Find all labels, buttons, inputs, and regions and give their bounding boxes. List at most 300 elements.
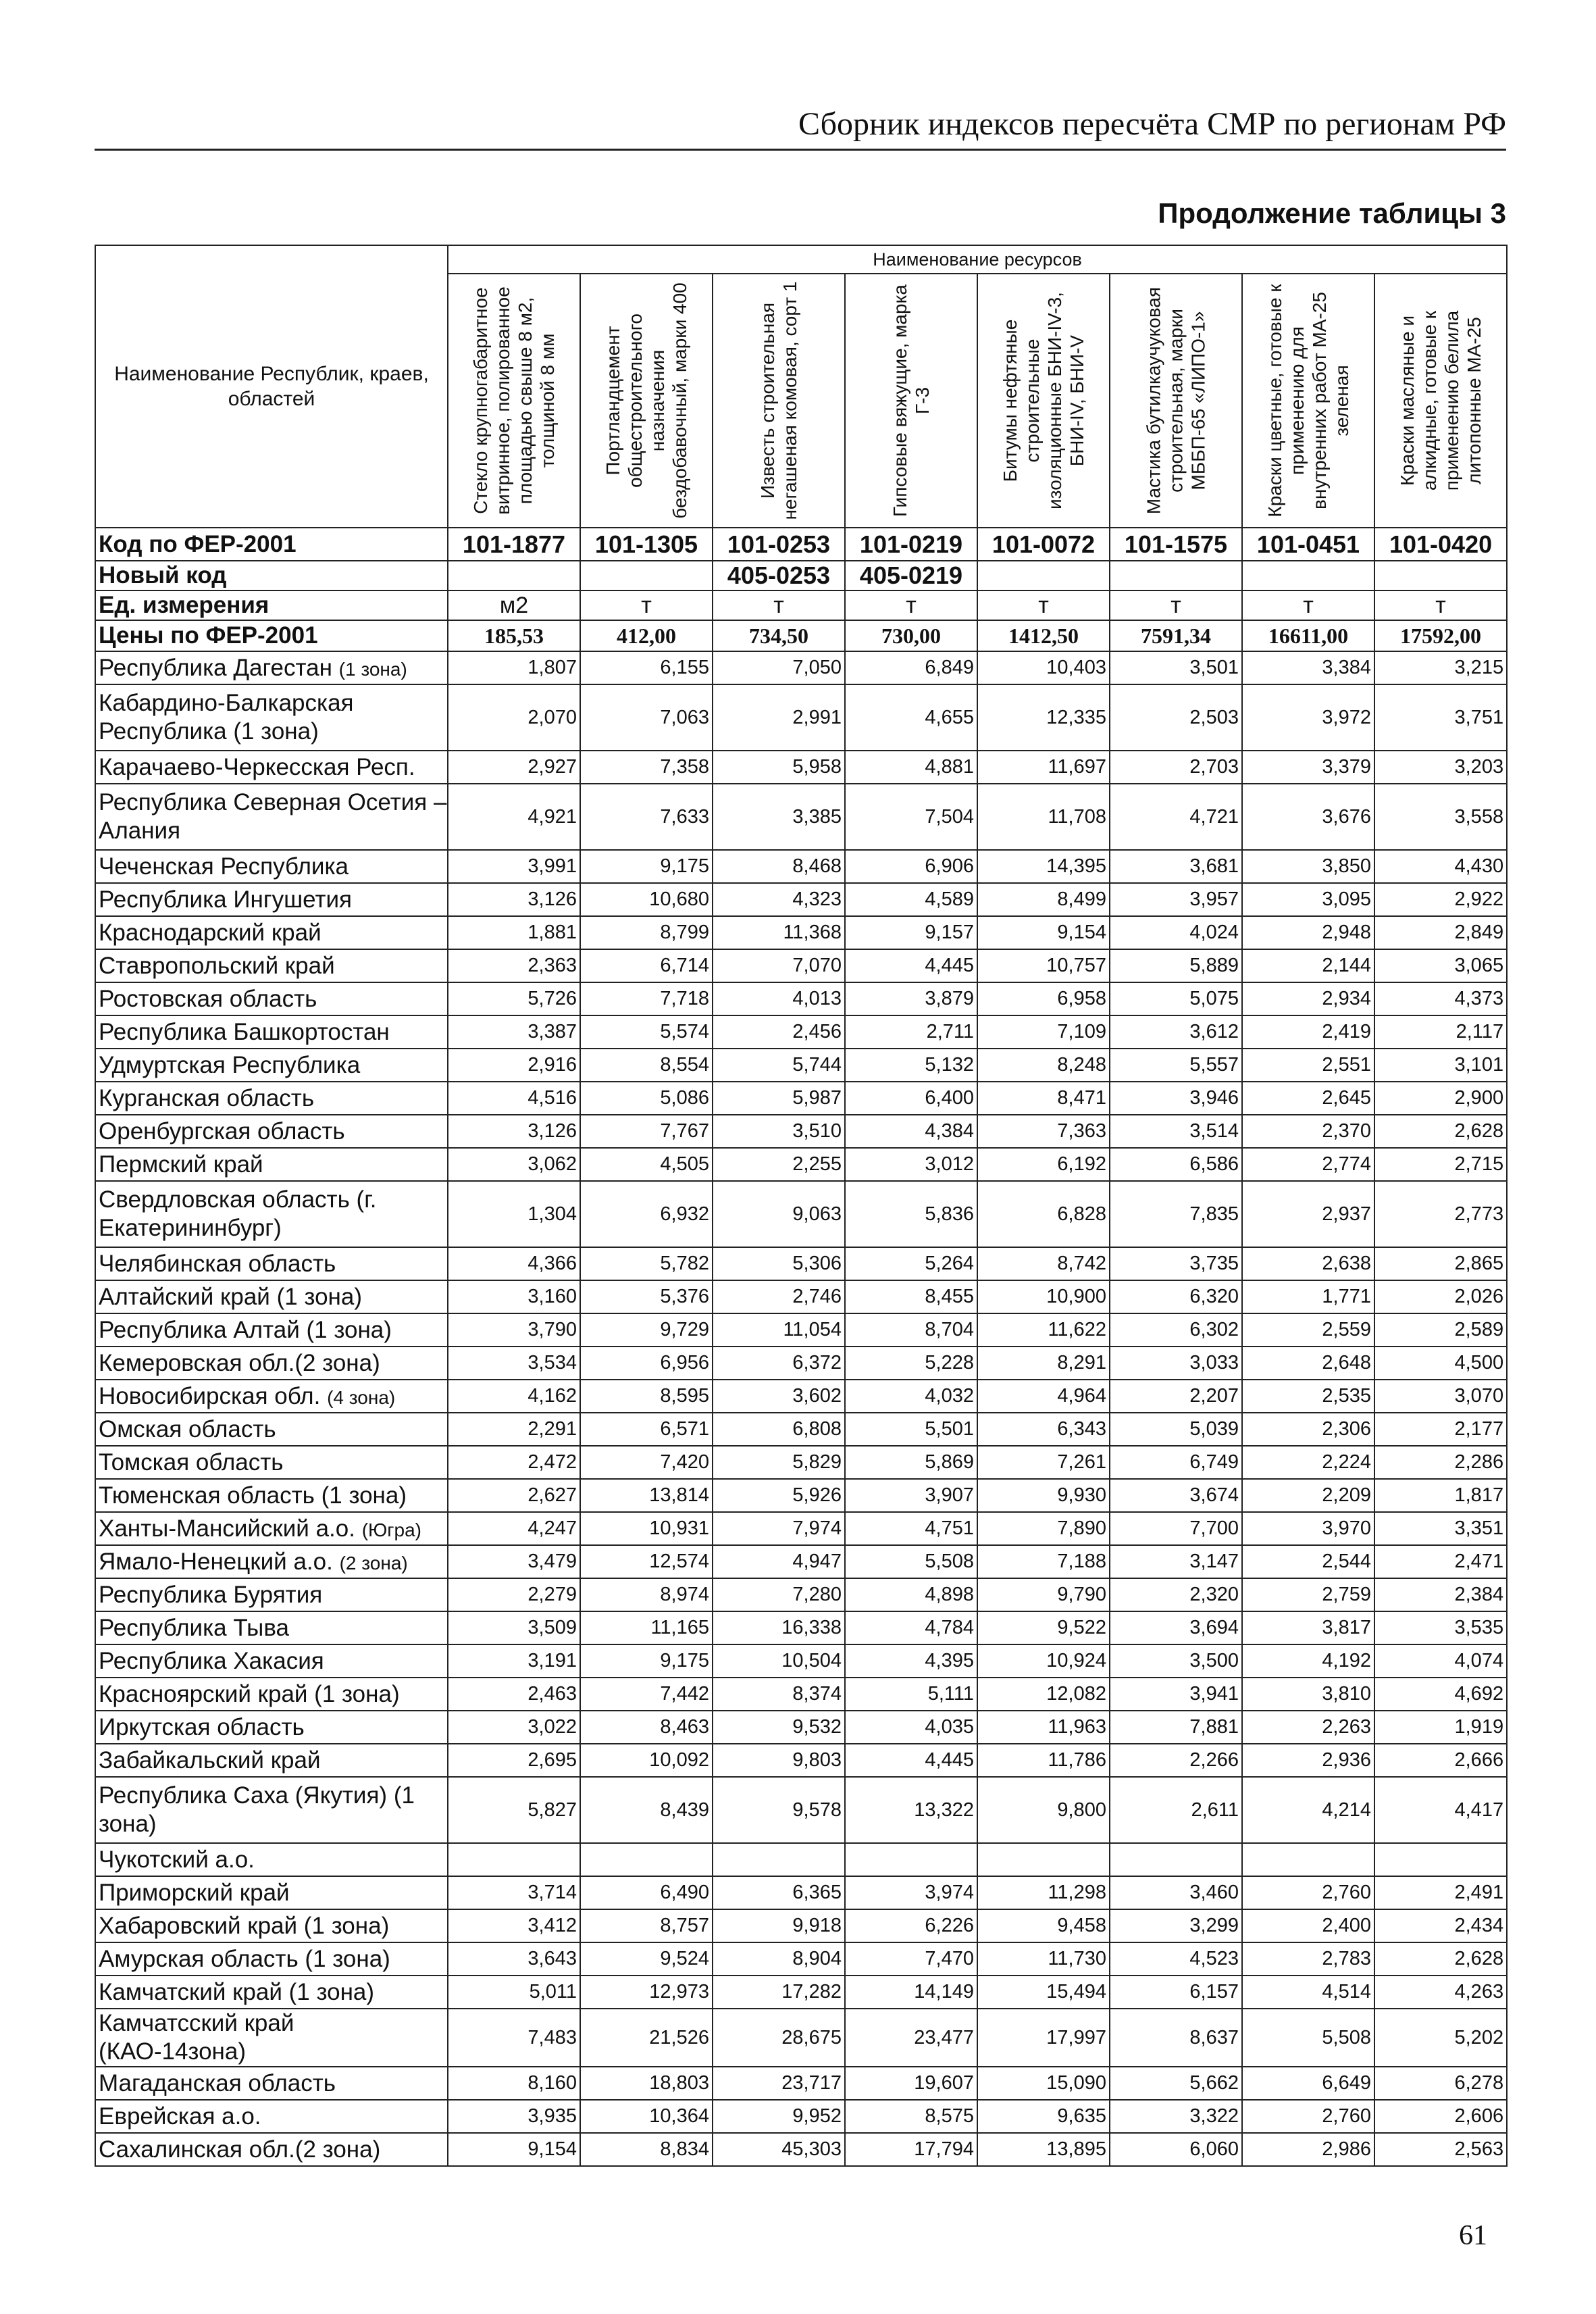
index-value: 1,919	[1374, 1711, 1507, 1744]
region-label: Еврейская а.о.	[99, 2103, 261, 2130]
table-row	[95, 1148, 1507, 1181]
index-value: 5,744	[713, 1049, 845, 1082]
index-value: 1,771	[1242, 1280, 1374, 1313]
fer-code-label: Код по ФЕР-2001	[95, 528, 448, 561]
index-value: 7,188	[977, 1545, 1110, 1578]
table-row	[95, 1446, 1507, 1479]
header-row	[95, 245, 1507, 274]
table-row	[95, 1777, 1507, 1843]
index-value: 13,322	[845, 1777, 977, 1843]
index-value: 2,934	[1242, 982, 1374, 1015]
index-value: 4,013	[713, 982, 845, 1015]
index-value: 6,714	[580, 949, 713, 982]
index-value: 18,803	[580, 2067, 713, 2100]
index-value: 3,095	[1242, 883, 1374, 916]
region-name	[95, 1115, 448, 1148]
fer-price: 185,53	[448, 620, 580, 651]
table-row	[95, 1611, 1507, 1644]
index-value: 6,365	[713, 1876, 845, 1909]
index-value: 5,039	[1110, 1413, 1242, 1446]
index-value: 8,575	[845, 2100, 977, 2133]
regional-index-table	[95, 245, 1508, 2167]
index-value: 9,918	[713, 1909, 845, 1942]
index-value: 10,403	[977, 651, 1110, 684]
index-value: 4,505	[580, 1148, 713, 1181]
region-name	[95, 1082, 448, 1115]
region-name	[95, 2067, 448, 2100]
index-value: 2,865	[1374, 1247, 1507, 1280]
index-value: 4,589	[845, 883, 977, 916]
index-value: 5,726	[448, 982, 580, 1015]
index-value: 7,109	[977, 1015, 1110, 1049]
index-value: 5,228	[845, 1347, 977, 1380]
region-label: Камчатсский край (КАО-14зона)	[99, 2010, 294, 2065]
region-name	[95, 1446, 448, 1479]
index-value: 10,680	[580, 883, 713, 916]
index-value: 12,574	[580, 1545, 713, 1578]
index-value: 4,751	[845, 1512, 977, 1545]
index-value: 7,890	[977, 1512, 1110, 1545]
index-value: 4,445	[845, 1744, 977, 1777]
region-name	[95, 2133, 448, 2166]
index-value: 2,384	[1374, 1578, 1507, 1611]
index-value: 6,490	[580, 1876, 713, 1909]
index-value: 13,814	[580, 1479, 713, 1512]
index-value: 2,991	[713, 684, 845, 751]
index-value: 3,322	[1110, 2100, 1242, 2133]
table-row	[95, 949, 1507, 982]
index-value: 11,963	[977, 1711, 1110, 1744]
index-value: 4,395	[845, 1644, 977, 1678]
collection-title: Сборник индексов пересчёта СМР по регионам РФ	[798, 106, 1506, 142]
index-value: 8,463	[580, 1711, 713, 1744]
index-value: 3,384	[1242, 651, 1374, 684]
index-value: 2,434	[1374, 1909, 1507, 1942]
index-value: 3,535	[1374, 1611, 1507, 1644]
new-code	[977, 561, 1110, 590]
new-code-row	[95, 561, 1507, 590]
index-value: 5,958	[713, 751, 845, 784]
new-code-label: Новый код	[95, 561, 448, 590]
index-value: 8,799	[580, 916, 713, 949]
index-value: 8,834	[580, 2133, 713, 2166]
index-value: 3,935	[448, 2100, 580, 2133]
index-value: 5,075	[1110, 982, 1242, 1015]
unit-of-measure: м2	[448, 590, 580, 620]
index-value: 17,282	[713, 1976, 845, 2009]
index-value: 8,595	[580, 1380, 713, 1413]
new-code	[580, 561, 713, 590]
index-value: 4,366	[448, 1247, 580, 1280]
index-value: 12,082	[977, 1678, 1110, 1711]
region-name	[95, 1644, 448, 1678]
region-name	[95, 1545, 448, 1578]
resources-group-header: Наименование ресурсов	[448, 245, 1507, 274]
index-value: 6,155	[580, 651, 713, 684]
region-name	[95, 1413, 448, 1446]
region-name	[95, 1876, 448, 1909]
index-value: 12,973	[580, 1976, 713, 2009]
resource-column-header	[977, 274, 1110, 528]
index-value: 4,032	[845, 1380, 977, 1413]
table-row	[95, 2100, 1507, 2133]
index-value: 3,160	[448, 1280, 580, 1313]
resource-name: Портландцемент общестроительного назначения бездобавочный, марки 400	[602, 282, 691, 519]
region-label: Приморский край	[99, 1879, 290, 1906]
table-row	[95, 1082, 1507, 1115]
index-value: 10,900	[977, 1280, 1110, 1313]
region-name	[95, 1380, 448, 1413]
region-label: Ямало-Ненецкий а.о.	[99, 1548, 333, 1575]
index-value: 6,320	[1110, 1280, 1242, 1313]
index-value: 2,666	[1374, 1744, 1507, 1777]
index-value: 3,126	[448, 1115, 580, 1148]
index-value: 4,947	[713, 1545, 845, 1578]
index-value: 6,400	[845, 1082, 977, 1115]
index-value: 2,628	[1374, 1115, 1507, 1148]
index-value: 17,997	[977, 2009, 1110, 2067]
index-value: 8,291	[977, 1347, 1110, 1380]
region-label: Иркутская область	[99, 1713, 305, 1740]
unit-of-measure: т	[713, 590, 845, 620]
region-name	[95, 1578, 448, 1611]
index-value: 8,637	[1110, 2009, 1242, 2067]
index-value: 9,729	[580, 1313, 713, 1347]
region-label: Красноярский край (1 зона)	[99, 1680, 400, 1707]
index-value: 2,463	[448, 1678, 580, 1711]
index-value: 8,160	[448, 2067, 580, 2100]
index-value: 23,717	[713, 2067, 845, 2100]
region-label: Ростовская область	[99, 985, 317, 1012]
index-value: 3,022	[448, 1711, 580, 1744]
region-label: Оренбургская область	[99, 1117, 345, 1145]
resource-name: Краски цветные, готовые к применению для внутренних работ МА-25 зеленая	[1264, 284, 1353, 518]
region-label: Амурская область (1 зона)	[99, 1945, 390, 1972]
resource-name: Известь строительная негашеная комовая, сорт 1	[756, 281, 800, 520]
index-value: 6,372	[713, 1347, 845, 1380]
index-value: 2,746	[713, 1280, 845, 1313]
index-value: 3,501	[1110, 651, 1242, 684]
index-value: 1,817	[1374, 1479, 1507, 1512]
region-name	[95, 1777, 448, 1843]
region-label: Республика Дагестан	[99, 654, 332, 681]
index-value: 2,400	[1242, 1909, 1374, 1942]
index-value: 2,711	[845, 1015, 977, 1049]
index-value: 5,889	[1110, 949, 1242, 982]
table-row	[95, 1313, 1507, 1347]
index-value: 5,111	[845, 1678, 977, 1711]
index-value: 8,455	[845, 1280, 977, 1313]
index-value: 5,557	[1110, 1049, 1242, 1082]
index-value: 4,514	[1242, 1976, 1374, 2009]
index-value: 7,633	[580, 784, 713, 850]
index-value: 6,192	[977, 1148, 1110, 1181]
index-value: 4,192	[1242, 1644, 1374, 1678]
region-name	[95, 949, 448, 982]
region-label: Карачаево-Черкесская Респ.	[99, 753, 415, 780]
index-value: 2,320	[1110, 1578, 1242, 1611]
index-value: 2,563	[1374, 2133, 1507, 2166]
table-row	[95, 1909, 1507, 1942]
index-value: 6,906	[845, 850, 977, 883]
region-name	[95, 1909, 448, 1942]
index-value: 8,471	[977, 1082, 1110, 1115]
new-code	[1374, 561, 1507, 590]
index-value: 2,419	[1242, 1015, 1374, 1049]
resource-name: Стекло крупногабаритное витринное, полированное площадью свыше 8 м2, толщиной 8 мм	[469, 286, 559, 515]
index-value: 2,491	[1374, 1876, 1507, 1909]
unit-label: Ед. измерения	[95, 590, 448, 620]
index-value: 4,500	[1374, 1347, 1507, 1380]
unit-of-measure: т	[1110, 590, 1242, 620]
region-name	[95, 1711, 448, 1744]
index-value: 11,298	[977, 1876, 1110, 1909]
fer-price: 17592,00	[1374, 620, 1507, 651]
index-value: 7,700	[1110, 1512, 1242, 1545]
index-value: 5,501	[845, 1413, 977, 1446]
index-value	[1110, 1843, 1242, 1876]
index-value: 3,191	[448, 1644, 580, 1678]
region-label: Омская область	[99, 1415, 276, 1442]
index-value	[580, 1843, 713, 1876]
region-label: Республика Хакасия	[99, 1647, 324, 1674]
table-row	[95, 1644, 1507, 1678]
region-label: Удмуртская Республика	[99, 1051, 361, 1078]
resource-column-header	[448, 274, 580, 528]
index-value: 7,070	[713, 949, 845, 982]
index-value: 2,263	[1242, 1711, 1374, 1744]
unit-of-measure: т	[977, 590, 1110, 620]
index-value: 4,921	[448, 784, 580, 850]
region-name	[95, 1148, 448, 1181]
index-value: 10,924	[977, 1644, 1110, 1678]
region-name	[95, 1976, 448, 2009]
index-value: 6,749	[1110, 1446, 1242, 1479]
index-value: 3,972	[1242, 684, 1374, 751]
index-value: 6,849	[845, 651, 977, 684]
index-value: 16,338	[713, 1611, 845, 1644]
index-value: 23,477	[845, 2009, 977, 2067]
index-value: 3,991	[448, 850, 580, 883]
index-value: 9,635	[977, 2100, 1110, 2133]
index-value: 2,306	[1242, 1413, 1374, 1446]
index-value: 4,247	[448, 1512, 580, 1545]
resource-name: Битумы нефтяные строительные изоляционные БНИ-IV-3, БНИ-IV, БНИ-V	[999, 292, 1088, 509]
index-value: 3,612	[1110, 1015, 1242, 1049]
region-name	[95, 982, 448, 1015]
index-value: 5,836	[845, 1181, 977, 1247]
index-value: 14,395	[977, 850, 1110, 883]
index-value: 5,574	[580, 1015, 713, 1049]
index-value: 3,957	[1110, 883, 1242, 916]
index-value: 2,849	[1374, 916, 1507, 949]
index-value: 2,927	[448, 751, 580, 784]
index-value: 7,363	[977, 1115, 1110, 1148]
table-row	[95, 1347, 1507, 1380]
resource-name: Гипсовые вяжущие, марка Г-3	[889, 284, 933, 518]
index-value: 3,500	[1110, 1644, 1242, 1678]
region-label: Чеченская Республика	[99, 853, 349, 880]
region-label: Краснодарский край	[99, 919, 321, 946]
region-label: Алтайский край (1 зона)	[99, 1283, 362, 1310]
region-name	[95, 2100, 448, 2133]
index-value: 9,790	[977, 1578, 1110, 1611]
index-value: 3,379	[1242, 751, 1374, 784]
index-value: 2,774	[1242, 1148, 1374, 1181]
table-row	[95, 1015, 1507, 1049]
index-value: 8,439	[580, 1777, 713, 1843]
fer-price: 412,00	[580, 620, 713, 651]
index-value: 3,033	[1110, 1347, 1242, 1380]
index-value: 2,070	[448, 684, 580, 751]
index-value: 4,445	[845, 949, 977, 982]
table-row	[95, 1247, 1507, 1280]
index-value: 2,773	[1374, 1181, 1507, 1247]
region-label: Республика Алтай (1 зона)	[99, 1316, 392, 1343]
index-value: 21,526	[580, 2009, 713, 2067]
region-label: Ставропольский край	[99, 952, 335, 979]
resource-column-header	[1374, 274, 1507, 528]
index-value: 7,280	[713, 1578, 845, 1611]
index-value: 3,735	[1110, 1247, 1242, 1280]
index-value: 4,721	[1110, 784, 1242, 850]
index-value: 9,458	[977, 1909, 1110, 1942]
index-value: 7,835	[1110, 1181, 1242, 1247]
region-label: Курганская область	[99, 1084, 315, 1111]
index-value: 2,207	[1110, 1380, 1242, 1413]
resource-column-header	[1242, 274, 1374, 528]
index-value: 3,946	[1110, 1082, 1242, 1115]
table-row	[95, 1578, 1507, 1611]
index-value: 2,503	[1110, 684, 1242, 751]
index-value: 11,697	[977, 751, 1110, 784]
index-value: 2,544	[1242, 1545, 1374, 1578]
index-value: 6,157	[1110, 1976, 1242, 2009]
index-value: 5,662	[1110, 2067, 1242, 2100]
fer-price: 7591,34	[1110, 620, 1242, 651]
index-value: 11,708	[977, 784, 1110, 850]
fer-code: 101-1877	[448, 528, 580, 561]
region-label: Республика Бурятия	[99, 1581, 323, 1608]
fer-code: 101-0219	[845, 528, 977, 561]
region-name	[95, 1744, 448, 1777]
region-label: Республика Башкортостан	[99, 1018, 390, 1045]
index-value: 2,279	[448, 1578, 580, 1611]
table-row	[95, 1545, 1507, 1578]
index-value: 6,060	[1110, 2133, 1242, 2166]
page-number: 61	[1459, 2220, 1487, 2251]
price-row	[95, 620, 1507, 651]
index-value: 2,627	[448, 1479, 580, 1512]
index-value: 2,606	[1374, 2100, 1507, 2133]
index-value	[845, 1843, 977, 1876]
index-value: 3,126	[448, 883, 580, 916]
index-value: 19,607	[845, 2067, 977, 2100]
region-label: Свердловская область (г. Екатерининбург)	[99, 1186, 377, 1241]
unit-of-measure: т	[1242, 590, 1374, 620]
page-header	[95, 101, 1506, 151]
region-name	[95, 684, 448, 751]
index-value: 9,952	[713, 2100, 845, 2133]
index-value: 2,760	[1242, 1876, 1374, 1909]
index-value: 2,471	[1374, 1545, 1507, 1578]
region-label: Магаданская область	[99, 2069, 336, 2096]
index-value: 3,062	[448, 1148, 580, 1181]
new-code	[1242, 561, 1374, 590]
index-value	[448, 1843, 580, 1876]
table-row	[95, 651, 1507, 684]
index-value: 45,303	[713, 2133, 845, 2166]
index-value: 4,373	[1374, 982, 1507, 1015]
region-name	[95, 1942, 448, 1976]
index-value: 5,011	[448, 1976, 580, 2009]
index-value: 9,532	[713, 1711, 845, 1744]
table-row	[95, 1049, 1507, 1082]
index-value: 15,494	[977, 1976, 1110, 2009]
index-value: 10,757	[977, 949, 1110, 982]
index-value: 5,987	[713, 1082, 845, 1115]
index-value: 2,026	[1374, 1280, 1507, 1313]
resource-column-header	[1110, 274, 1242, 528]
index-value: 6,278	[1374, 2067, 1507, 2100]
region-label: Камчатский край (1 зона)	[99, 1978, 375, 2005]
index-value: 2,117	[1374, 1015, 1507, 1049]
index-value: 4,964	[977, 1380, 1110, 1413]
table-row	[95, 1115, 1507, 1148]
region-name	[95, 2009, 448, 2067]
zone-note: (4 зона)	[327, 1386, 396, 1408]
index-value: 2,695	[448, 1744, 580, 1777]
fer-code: 101-0253	[713, 528, 845, 561]
unit-of-measure: т	[1374, 590, 1507, 620]
region-label: Хабаровский край (1 зона)	[99, 1912, 390, 1939]
index-value: 2,535	[1242, 1380, 1374, 1413]
index-value: 8,704	[845, 1313, 977, 1347]
table-row	[95, 1876, 1507, 1909]
index-value: 11,165	[580, 1611, 713, 1644]
index-value: 4,417	[1374, 1777, 1507, 1843]
index-value: 9,930	[977, 1479, 1110, 1512]
index-value: 5,202	[1374, 2009, 1507, 2067]
index-value: 2,611	[1110, 1777, 1242, 1843]
index-value	[713, 1843, 845, 1876]
index-value: 4,881	[845, 751, 977, 784]
index-value: 3,790	[448, 1313, 580, 1347]
region-label: Новосибирская обл.	[99, 1382, 321, 1409]
index-value: 2,255	[713, 1148, 845, 1181]
index-value: 11,786	[977, 1744, 1110, 1777]
index-value: 7,442	[580, 1678, 713, 1711]
index-value: 3,681	[1110, 850, 1242, 883]
index-value: 6,958	[977, 982, 1110, 1015]
fer-price: 1412,50	[977, 620, 1110, 651]
region-name	[95, 850, 448, 883]
fer-code-row	[95, 528, 1507, 561]
fer-code: 101-1575	[1110, 528, 1242, 561]
index-value: 13,895	[977, 2133, 1110, 2166]
fer-price: 730,00	[845, 620, 977, 651]
index-value: 4,430	[1374, 850, 1507, 883]
region-name	[95, 1247, 448, 1280]
index-value: 3,510	[713, 1115, 845, 1148]
index-value: 7,358	[580, 751, 713, 784]
table-row	[95, 883, 1507, 916]
index-value: 7,470	[845, 1942, 977, 1976]
index-value: 3,602	[713, 1380, 845, 1413]
index-value: 2,759	[1242, 1578, 1374, 1611]
index-value: 3,694	[1110, 1611, 1242, 1644]
price-label: Цены по ФЕР-2001	[95, 620, 448, 651]
